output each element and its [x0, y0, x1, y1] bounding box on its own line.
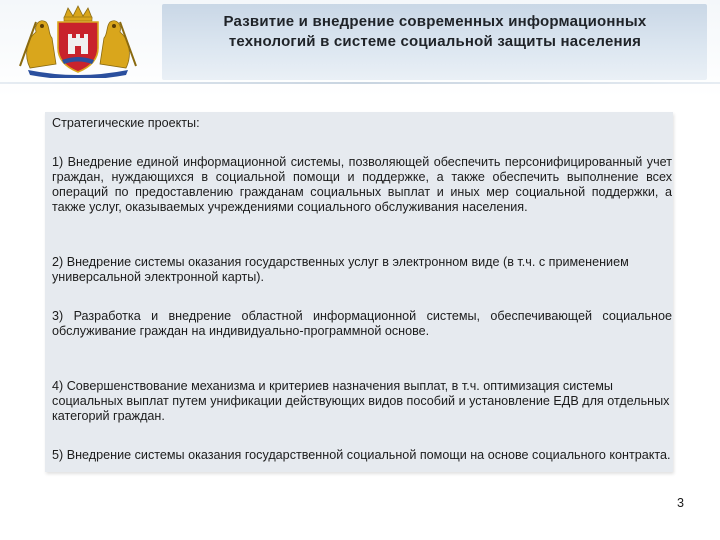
project-item-4: 4) Совершенствование механизма и критериев назначения выплат, в т.ч. оптимизация системы социальных выплат путем унификации действующих видов пособий и установление ЕДВ для отдельных категорий граждан.	[52, 379, 670, 423]
project-item-2: 2) Внедрение системы оказания государственных услуг в электронном виде (в т.ч. с применением универсальной электронной карты).	[52, 255, 629, 284]
project-item-1: 1) Внедрение единой информационной системы, позволяющей обеспечить персонифицированный учет граждан, нуждающихся в социальной помощи и поддержке, а также обеспечить выполнение всех операций по предоставлению гражданам социальных выплат и иных мер социальной поддержки, а также услуг, оказываемых учреждениями социального обслуживания населения.	[52, 155, 672, 214]
project-item-5: 5) Внедрение системы оказания государственной социальной помощи на основе социального контракта.	[52, 448, 671, 462]
header-divider	[0, 82, 720, 84]
page-title-line-1: Развитие и внедрение современных информационных	[223, 13, 647, 30]
page-number: 3	[676, 496, 684, 510]
strategic-projects-heading: Стратегические проекты:	[52, 116, 200, 130]
page-title	[168, 12, 702, 52]
project-item-3: 3) Разработка и внедрение областной информационной системы, обеспечивающей социальное обслуживание граждан на индивидуально-программной основе.	[52, 309, 672, 338]
page-title-line-2: технологий в системе социальной защиты населения	[228, 33, 642, 50]
coat-of-arms-emblem	[10, 4, 146, 78]
